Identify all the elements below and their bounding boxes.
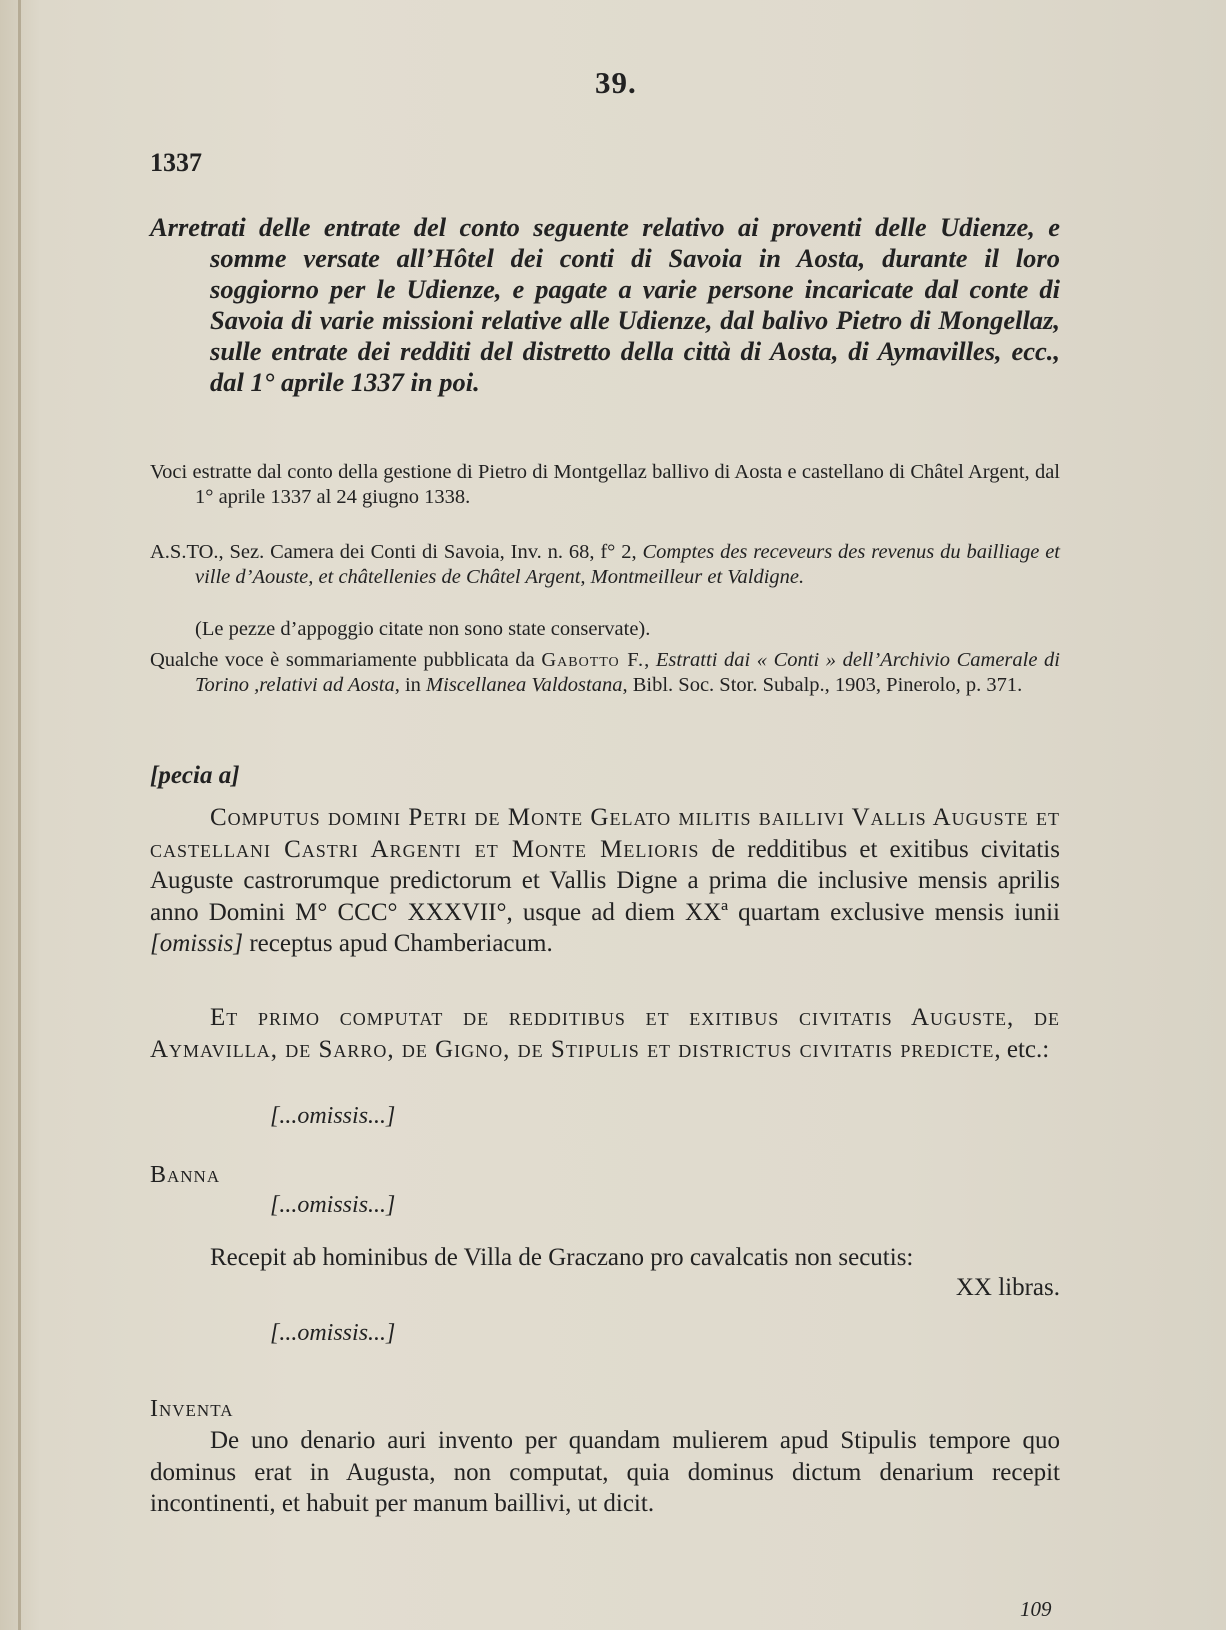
publication-sep: , — [644, 649, 656, 671]
computus-caps: Computus domini Petri de Monte Gelato militis baillivi Vallis Auguste et castellani Castri Argenti et Monte Melioris — [150, 804, 1060, 863]
recepit-paragraph: Recepit ab hominibus de Villa de Graczano pro cavalcatis non secutis: — [210, 1244, 914, 1271]
book-spine-shadow — [18, 0, 21, 1630]
recepit-amount: XX libras. — [955, 1274, 1060, 1301]
computus-omissis: [omissis] — [150, 930, 244, 957]
omissis-text: [...omissis...] — [270, 1103, 396, 1129]
document-number: 39. — [595, 65, 637, 100]
omissis-text: [...omissis...] — [270, 1320, 396, 1346]
document-summary: Arretrati delle entrate del conto seguente relativo ai proventi delle Udienze, e somme versate all’Hôtel dei conti di Savoia in Aosta, durante il loro soggiorno per le Udienze, e pagate a varie persone incaricate dal conte di Savoia di varie missioni relative alle Udienze, dal balivo Pietro di Mongellaz, sulle entrate dei redditi del distretto della città di Aosta, di Aymavilles, ecc., dal 1° aprile 1337 in poi. — [150, 212, 1060, 397]
inventa-paragraph: De uno denario auri invento per quandam mulierem apud Stipulis tempore quo dominus erat in Augusta, non computat, quia dominus dictum denarium recepit incontinenti, et habuit per manum baillivi, ut dicit. — [150, 1427, 1060, 1517]
omissis-text: [...omissis...] — [270, 1192, 396, 1218]
primo-caps: Et primo computat de redditibus et exitibus civitatis Auguste, de Aymavilla, de Sarro, de Gigno, de Stipulis et districtus civitatis predicte — [150, 1004, 1060, 1063]
page-number: 109 — [1020, 1597, 1052, 1621]
computus-text: de redditibus et exitibus civitatis Auguste castrorumque predictorum et Vallis Digne a prima die inclusive mensis aprilis anno Domini M° CCC° XXXVII°, usque ad diem XXª quartam exclusive mensis iunii — [150, 835, 1060, 926]
section-inventa: Inventa — [150, 1396, 234, 1422]
publication-title: Estratti dai « Conti » dell’Archivio Camerale di Torino ,relativi ad Aosta — [195, 649, 1060, 696]
omissis-line — [270, 1103, 395, 1130]
section-banna: Banna — [150, 1162, 221, 1188]
publication-reference — [150, 648, 1060, 698]
publication-rest: , Bibl. Soc. Stor. Subalp., 1903, Pinerolo, p. 371. — [622, 674, 1023, 696]
omissis-line — [270, 1192, 395, 1219]
primo-rest: , etc.: — [994, 1035, 1050, 1063]
pecia-marker: [pecia a] — [150, 762, 240, 789]
computus-paragraph — [150, 802, 1060, 960]
publication-author: Gabotto F. — [541, 649, 645, 671]
computus-text-end: receptus apud Chamberiacum. — [243, 930, 553, 957]
archive-reference — [150, 540, 1060, 590]
archive-title: Comptes des receveurs des revenus du bailliage et ville d’Aouste, et châtellenies de Châtel Argent, Montmeilleur et Valdigne. — [195, 541, 1060, 588]
archive-prefix: A.S.TO., Sez. Camera dei Conti di Savoia, Inv. n. 68, f° 2, — [150, 541, 643, 563]
pezze-note: (Le pezze d’appoggio citate non sono state conservate). — [195, 618, 651, 640]
source-note: Voci estratte dal conto della gestione di Pietro di Montgellaz ballivo di Aosta e castellano di Châtel Argent, dal 1° aprile 1337 al 24 giugno 1338. — [150, 461, 1060, 508]
document-year: 1337 — [150, 148, 202, 177]
publication-prefix: Qualche voce è sommariamente pubblicata da — [150, 649, 542, 671]
publication-series: Miscellanea Valdostana — [426, 674, 623, 696]
omissis-line — [270, 1320, 395, 1347]
primo-paragraph — [150, 1002, 1060, 1065]
publication-mid: , in — [394, 674, 427, 696]
